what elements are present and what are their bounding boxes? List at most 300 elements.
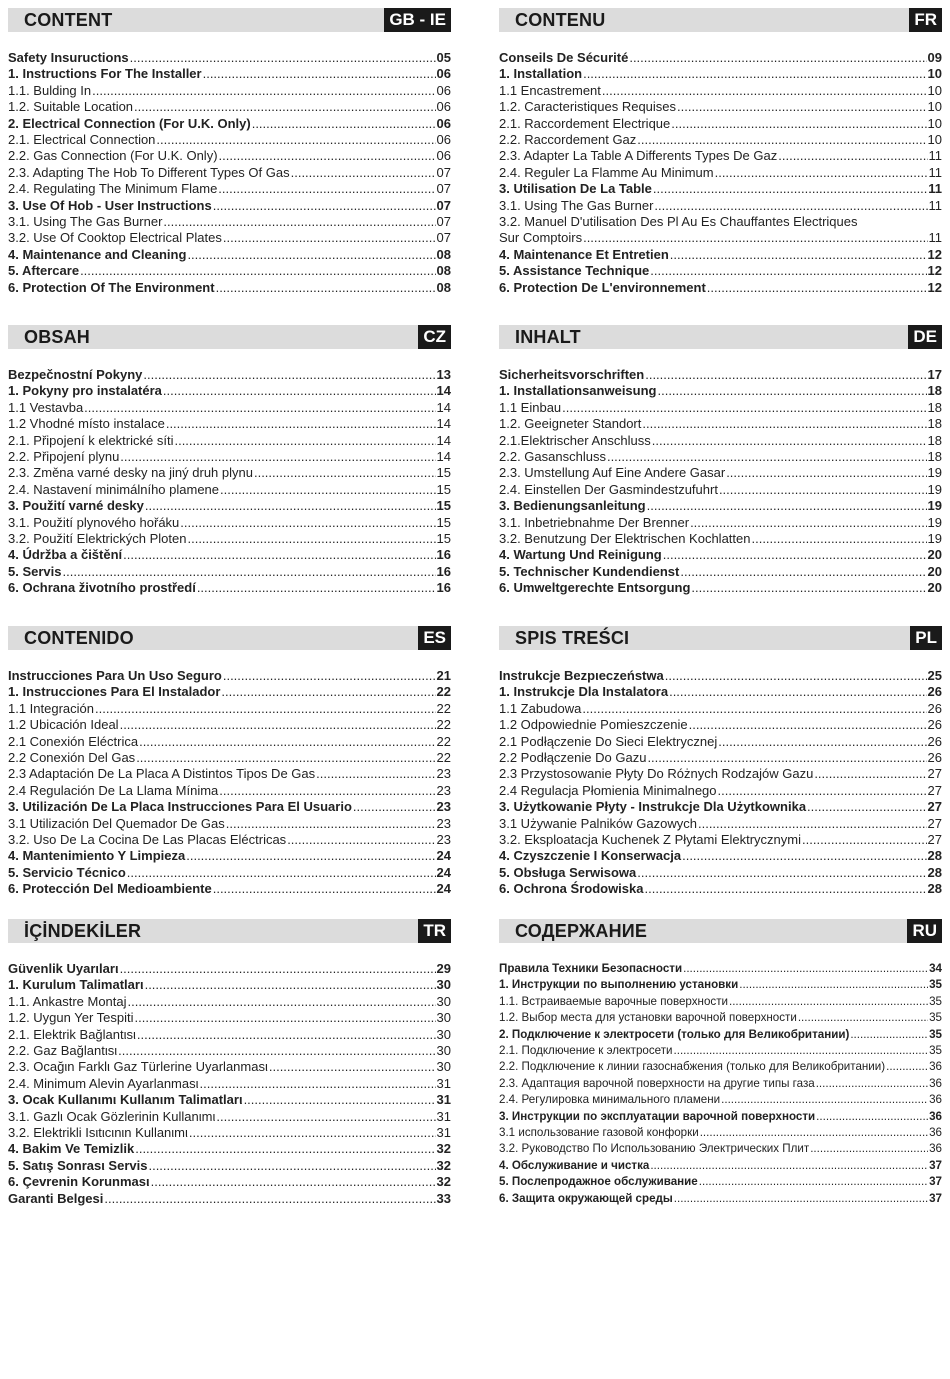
toc-entry[interactable] [8, 383, 451, 399]
toc-entry[interactable] [499, 198, 942, 214]
toc-list [499, 961, 942, 1207]
toc-entry-title: 3.2. Použití Elektrických Ploten [8, 531, 187, 547]
toc-entry[interactable] [499, 701, 942, 717]
dot-leader [718, 783, 927, 799]
toc-entry[interactable] [8, 116, 451, 132]
toc-entry-page: 20 [927, 547, 942, 563]
toc-entry-title: 2.3. Адаптация варочной поверхности на другие типы газа [499, 1076, 815, 1090]
toc-entry-page: 14 [436, 449, 451, 465]
dot-leader [291, 165, 436, 181]
toc-entry-title: 3. Utilisation De La Table [499, 181, 652, 197]
toc-entry[interactable] [499, 465, 942, 481]
toc-entry-page: 30 [436, 1059, 451, 1075]
toc-entry-page: 10 [927, 132, 942, 148]
toc-entry[interactable] [8, 684, 451, 700]
toc-entry-page: 18 [927, 383, 942, 399]
toc-entry[interactable] [499, 734, 942, 750]
toc-entry[interactable] [499, 865, 942, 881]
toc-entry-page: 36 [929, 1093, 942, 1107]
toc-entry[interactable] [8, 498, 451, 514]
toc-entry-page: 35 [929, 1027, 942, 1041]
toc-entry[interactable] [8, 433, 451, 449]
toc-entry[interactable] [499, 132, 942, 148]
toc-list [499, 50, 942, 296]
toc-entry-page: 19 [927, 481, 942, 497]
toc-entry[interactable] [8, 247, 451, 263]
toc-entry[interactable] [499, 1109, 942, 1125]
dot-leader [663, 547, 927, 563]
toc-entry-title: 4. Обслуживание и чистка [499, 1158, 650, 1172]
toc-entry[interactable] [499, 1059, 942, 1075]
toc-entry[interactable] [499, 799, 942, 815]
toc-entry[interactable] [8, 1141, 451, 1157]
dot-leader [130, 50, 436, 66]
dot-leader [670, 247, 927, 263]
toc-entry[interactable] [499, 564, 942, 580]
toc-entry-title: 3. Use Of Hob - User Instructions [8, 197, 212, 213]
toc-entry-page: 27 [927, 815, 942, 831]
toc-entry-title: 2.3. Změna varné desky na jiný druh plynu [8, 465, 253, 481]
dot-leader [226, 816, 436, 832]
dot-leader [174, 433, 435, 449]
toc-entry[interactable] [499, 1076, 942, 1092]
toc-entry-page: 19 [927, 531, 942, 547]
toc-entry[interactable] [8, 416, 451, 432]
toc-entry-page: 23 [436, 799, 451, 815]
toc-entry[interactable] [8, 1076, 451, 1092]
toc-entry[interactable] [499, 783, 942, 799]
toc-entry-title: 3. Utilización De La Placa Instrucciones Para El Usuario [8, 799, 352, 815]
toc-entry-title: 3.1 Utilización Del Quemador De Gas [8, 815, 225, 831]
toc-entry[interactable] [8, 977, 451, 993]
toc-entry-page: 06 [436, 66, 451, 82]
toc-entry-title: 3.1. Gazlι Ocak Gözlerinin Kullanιmι [8, 1108, 216, 1124]
toc-entry-title: Bezpečnostní Pokyny [8, 367, 143, 382]
toc-entry[interactable] [8, 1174, 451, 1190]
toc-entry[interactable] [499, 531, 942, 547]
toc-entry[interactable] [8, 83, 451, 99]
dot-leader [677, 99, 927, 115]
toc-entry[interactable] [8, 214, 451, 230]
toc-entry[interactable] [8, 465, 451, 481]
dot-leader [691, 580, 926, 596]
dot-leader [654, 198, 927, 214]
dot-leader [197, 580, 436, 596]
toc-entry[interactable] [8, 531, 451, 547]
toc-entry-page: 18 [927, 449, 942, 465]
toc-entry[interactable] [8, 263, 451, 279]
toc-entry[interactable] [499, 367, 942, 383]
dot-leader [134, 99, 435, 115]
toc-entry-title: Güvenlik Uyarιlarι [8, 961, 119, 976]
toc-entry[interactable] [499, 1027, 942, 1043]
toc-entry-title: 5. Aftercare [8, 263, 80, 279]
toc-entry[interactable] [8, 750, 451, 766]
toc-entry-title: 2.2. Gasanschluss [499, 449, 606, 465]
toc-entry-page: 31 [436, 1092, 451, 1108]
toc-entry[interactable] [499, 433, 942, 449]
toc-entry-title: 3.2. Eksploatacja Kuchenek Z Płytami Elektrycznymi [499, 832, 802, 848]
toc-entry[interactable] [499, 66, 942, 82]
dot-leader [886, 1059, 928, 1075]
toc-entry-title: 1.2. Geeigneter Standort [499, 416, 642, 432]
toc-entry[interactable] [499, 832, 942, 848]
toc-entry[interactable] [8, 1092, 451, 1108]
toc-entry-page: 28 [927, 848, 942, 864]
toc-entry[interactable] [499, 1043, 942, 1059]
toc-entry-title: 1. Инструкции по выполнению установки [499, 978, 739, 992]
section-header [499, 919, 942, 943]
toc-entry[interactable] [8, 230, 451, 246]
dot-leader [187, 247, 435, 263]
toc-entry-title: 2.4 Regulacja Płomienia Minimalnego [499, 782, 717, 798]
dot-leader [751, 531, 926, 547]
toc-entry[interactable] [499, 1141, 942, 1157]
dot-leader [657, 383, 926, 399]
toc-entry-page: 25 [927, 668, 942, 683]
toc-entry[interactable] [499, 961, 942, 977]
section-title: СОДЕРЖАНИЕ [515, 921, 648, 941]
toc-entry-title: 5. Servis [8, 563, 62, 579]
toc-entry[interactable] [499, 165, 942, 181]
toc-entry-title: 2.4. Регулировка минимального пламени [499, 1093, 721, 1107]
toc-entry-page: 22 [436, 733, 451, 749]
toc-entry-page: 31 [436, 1125, 451, 1141]
toc-entry[interactable] [8, 547, 451, 563]
toc-entry[interactable] [8, 865, 451, 881]
toc-entry[interactable] [499, 684, 942, 700]
section-title: İÇİNDEKİLER [24, 921, 142, 941]
toc-entry-page: 24 [436, 881, 451, 897]
toc-entry-title: 2.4 Regulación De La Llama Mínima [8, 782, 219, 798]
language-code-badge: DE [908, 325, 942, 349]
toc-entry[interactable] [499, 230, 942, 246]
toc-entry[interactable] [499, 148, 942, 164]
toc-entry-title: 4. Maintenance Et Entretien [499, 246, 669, 262]
toc-entry-title: 6. Çevrenin Korunmasι [8, 1174, 150, 1190]
toc-entry[interactable] [499, 181, 942, 197]
toc-list [499, 668, 942, 898]
toc-entry[interactable] [499, 1158, 942, 1174]
toc-entry-page: 36 [929, 1126, 942, 1140]
toc-entry[interactable] [499, 1191, 942, 1207]
toc-entry[interactable] [8, 1043, 451, 1059]
dot-leader [220, 482, 436, 498]
dot-leader [850, 1027, 928, 1043]
toc-entry-title: 3.2. Uso De La Cocina De Las Placas Eléctricas [8, 832, 287, 848]
toc-entry-title: 4. Údržba a čištění [8, 547, 123, 563]
section-tr [8, 919, 451, 1207]
toc-entry-title: 1.1. Ankastre Montaj [8, 993, 127, 1009]
toc-entry[interactable] [499, 280, 942, 296]
toc-entry[interactable] [8, 1027, 451, 1043]
toc-entry-page: 18 [927, 399, 942, 415]
toc-entry[interactable] [499, 994, 942, 1010]
toc-entry[interactable] [8, 1158, 451, 1174]
toc-entry[interactable] [499, 848, 942, 864]
toc-entry-page: 16 [436, 580, 451, 596]
toc-entry[interactable] [8, 1010, 451, 1026]
language-code-badge: GB - IE [384, 8, 451, 32]
toc-entry[interactable] [499, 263, 942, 279]
toc-entry-page: 26 [927, 700, 942, 716]
toc-entry-page: 23 [436, 766, 451, 782]
toc-entry[interactable] [8, 832, 451, 848]
toc-entry-title: 1.1 Einbau [499, 399, 562, 415]
toc-entry-title: 1.2 Ubicación Ideal [8, 717, 119, 733]
toc-entry-page: 31 [436, 1075, 451, 1091]
toc-entry[interactable] [499, 83, 942, 99]
toc-entry[interactable] [499, 750, 942, 766]
dot-leader [802, 832, 927, 848]
toc-entry-title: 2.2 Conexión Del Gas [8, 750, 136, 766]
toc-entry[interactable] [8, 198, 451, 214]
dot-leader [216, 280, 436, 296]
section-title: CONTENT [24, 10, 113, 30]
toc-entry[interactable] [499, 400, 942, 416]
toc-entry-title: 3.1 использование газовой конфорки [499, 1126, 699, 1140]
toc-entry-title: Sur Comptoirs [499, 230, 583, 246]
toc-entry[interactable] [8, 280, 451, 296]
toc-entry-title: 3. Ocak Kullanιmι Kullanιm Talimatlarι [8, 1092, 243, 1108]
dot-leader [95, 701, 436, 717]
toc-entry-text: 3.2. Manuel D'utilisation Des Pl Au Es Chauffantes Electriques [499, 214, 858, 230]
toc-list [8, 668, 451, 898]
toc-entry[interactable] [8, 881, 451, 897]
toc-entry-page: 06 [436, 99, 451, 115]
dot-leader [689, 717, 927, 733]
toc-entry[interactable] [8, 701, 451, 717]
toc-entry-page: 29 [436, 961, 451, 976]
toc-entry-title: 2.2. Raccordement Gaz [499, 132, 637, 148]
toc-entry-page: 35 [929, 978, 942, 992]
toc-entry[interactable] [499, 247, 942, 263]
dot-leader [700, 1125, 928, 1141]
toc-entry-page: 11 [928, 230, 942, 246]
section-fr [499, 8, 942, 296]
toc-entry-page: 23 [436, 815, 451, 831]
toc-entry-title: 2.3. Ocağιn Farklι Gaz Türlerine Uyarlanmasι [8, 1059, 268, 1075]
section-title: CONTENIDO [24, 628, 134, 648]
toc-entry-title: 3.1. Použití plynového hořáku [8, 514, 180, 530]
toc-entry-title: 1. Installation [499, 66, 583, 82]
toc-entry[interactable] [499, 1174, 942, 1190]
toc-entry-page: 06 [436, 115, 451, 131]
toc-entry-title: 1.1 Vestavba [8, 399, 84, 415]
toc-entry-title: 2.2. Gaz Bağlantιsι [8, 1043, 118, 1059]
dot-leader [637, 132, 926, 148]
toc-entry[interactable] [499, 482, 942, 498]
toc-entry[interactable] [499, 816, 942, 832]
toc-entry-page: 33 [436, 1190, 451, 1206]
toc-entry[interactable] [8, 816, 451, 832]
dot-leader [180, 515, 435, 531]
toc-entry-title: 1. Instrucciones Para El Instalador [8, 684, 221, 700]
dot-leader [136, 750, 435, 766]
dot-leader [219, 783, 435, 799]
toc-entry[interactable] [8, 766, 451, 782]
toc-entry[interactable] [499, 99, 942, 115]
dot-leader [143, 367, 435, 383]
toc-entry[interactable] [8, 1059, 451, 1075]
toc-entry[interactable] [499, 547, 942, 563]
dot-leader [807, 799, 926, 815]
toc-entry-page: 28 [927, 881, 942, 897]
toc-entry-title: 1. Installationsanweisung [499, 383, 657, 399]
toc-entry-page: 11 [928, 148, 942, 164]
dot-leader [163, 214, 435, 230]
dot-leader [645, 367, 926, 383]
toc-entry[interactable] [499, 766, 942, 782]
toc-entry[interactable] [499, 881, 942, 897]
toc-entry-title: 1.1 Integración [8, 700, 95, 716]
dot-leader [719, 482, 927, 498]
toc-entry-page: 07 [436, 164, 451, 180]
dot-leader [120, 961, 436, 977]
toc-entry[interactable] [8, 400, 451, 416]
toc-entry-title: 2.2. Gas Connection (For U.K. Only) [8, 148, 218, 164]
toc-entry[interactable] [8, 1125, 451, 1141]
toc-entry-page: 17 [927, 367, 942, 382]
toc-entry[interactable] [8, 668, 451, 684]
toc-entry[interactable] [8, 99, 451, 115]
toc-entry-page: 16 [436, 563, 451, 579]
toc-entry[interactable] [499, 515, 942, 531]
dot-leader [647, 498, 927, 514]
toc-entry[interactable] [499, 416, 942, 432]
dot-leader [718, 734, 926, 750]
section-header [8, 8, 451, 32]
dot-leader [287, 832, 435, 848]
toc-entry-page: 15 [436, 514, 451, 530]
toc-entry-title: 2.4. Minimum Alevin Ayarlanmasι [8, 1075, 199, 1091]
toc-entry[interactable] [8, 449, 451, 465]
dot-leader [151, 1174, 436, 1190]
toc-entry[interactable] [499, 383, 942, 399]
toc-entry[interactable] [8, 367, 451, 383]
toc-entry[interactable] [8, 783, 451, 799]
toc-entry-page: 22 [436, 684, 451, 700]
dot-leader [316, 766, 435, 782]
toc-entry-title: 1.1 Zabudowa [499, 700, 582, 716]
toc-entry[interactable] [499, 50, 942, 66]
toc-entry-page: 12 [927, 246, 942, 262]
toc-entry[interactable] [8, 1191, 451, 1207]
toc-entry-title: 2. Подключение к электросети (только для Великобритании) [499, 1027, 850, 1041]
toc-entry[interactable] [8, 181, 451, 197]
language-code-badge: FR [909, 8, 942, 32]
toc-entry[interactable] [8, 482, 451, 498]
toc-entry[interactable] [8, 50, 451, 66]
toc-entry[interactable] [8, 66, 451, 82]
toc-entry-page: 11 [928, 197, 942, 213]
toc-entry[interactable] [8, 165, 451, 181]
toc-list [499, 367, 942, 597]
toc-entry[interactable] [8, 148, 451, 164]
toc-entry[interactable] [499, 1010, 942, 1026]
dot-leader [139, 734, 435, 750]
toc-entry-title: 2.3 Adaptación De La Placa A Distintos Tipos De Gas [8, 766, 316, 782]
toc-entry[interactable] [499, 449, 942, 465]
dot-leader [186, 848, 435, 864]
toc-entry-title: 6. Protection De L'environnement [499, 279, 706, 295]
toc-entry-page: 32 [436, 1157, 451, 1173]
toc-entry[interactable] [8, 734, 451, 750]
toc-entry-title: 2.3. Umstellung Auf Eine Andere Gasar [499, 465, 726, 481]
section-header [499, 325, 942, 349]
toc-entry[interactable] [8, 132, 451, 148]
toc-entry-title: 3.1. Using The Gas Burner [499, 197, 654, 213]
toc-entry[interactable] [8, 515, 451, 531]
toc-entry[interactable] [499, 580, 942, 596]
dot-leader [189, 1125, 436, 1141]
toc-entry-page: 21 [436, 668, 451, 683]
toc-entry[interactable] [8, 717, 451, 733]
dot-leader [607, 449, 927, 465]
toc-entry[interactable] [8, 580, 451, 596]
dot-leader [80, 263, 435, 279]
toc-entry[interactable] [499, 668, 942, 684]
toc-entry-page: 37 [929, 1158, 942, 1172]
dot-leader [123, 547, 435, 563]
dot-leader [221, 684, 435, 700]
dot-leader [137, 1027, 436, 1043]
toc-entry-page: 15 [436, 531, 451, 547]
toc-entry[interactable] [499, 977, 942, 993]
dot-leader [698, 816, 927, 832]
toc-entry-page: 22 [436, 750, 451, 766]
dot-leader [120, 449, 435, 465]
toc-entry[interactable] [8, 1109, 451, 1125]
dot-leader [778, 148, 927, 164]
toc-entry-title: 1.2 Vhodné místo instalace [8, 416, 165, 432]
toc-entry-title: 3.2. Elektrikli Isιtιcιnιn Kullanιmι [8, 1125, 188, 1141]
dot-leader [269, 1059, 436, 1075]
toc-entry[interactable] [499, 717, 942, 733]
toc-entry-page: 06 [436, 82, 451, 98]
toc-entry-page: 36 [929, 1142, 942, 1156]
toc-entry-title: 6. Protección Del Medioambiente [8, 881, 212, 897]
dot-leader [645, 881, 927, 897]
toc-entry[interactable] [499, 1092, 942, 1108]
toc-entry[interactable] [499, 498, 942, 514]
toc-entry[interactable] [8, 961, 451, 977]
section-pl [499, 626, 942, 898]
toc-entry-title: 5. Obsługa Serwisowa [499, 864, 637, 880]
toc-entry-page: 07 [436, 230, 451, 246]
toc-entry-page: 19 [927, 498, 942, 514]
toc-entry-page: 20 [927, 563, 942, 579]
toc-entry[interactable] [499, 1125, 942, 1141]
toc-entry-page: 26 [927, 750, 942, 766]
dot-leader [653, 181, 927, 197]
toc-entry[interactable] [8, 994, 451, 1010]
dot-leader [715, 165, 928, 181]
toc-entry-title: 2.2 Podłączenie Do Gazu [499, 750, 647, 766]
toc-entry[interactable] [8, 848, 451, 864]
dot-leader [145, 977, 436, 993]
dot-leader [223, 230, 436, 246]
toc-entry-page: 30 [436, 1043, 451, 1059]
toc-entry[interactable] [8, 799, 451, 815]
toc-entry[interactable] [499, 116, 942, 132]
toc-entry[interactable] [8, 564, 451, 580]
toc-entry-page: 14 [436, 416, 451, 432]
toc-entry-title: 1.2. Suitable Location [8, 99, 134, 115]
toc-entry-title: 2.3. Adapting The Hob To Different Types Of Gas [8, 164, 290, 180]
dot-leader [163, 383, 436, 399]
section-gb-ie [8, 8, 451, 296]
